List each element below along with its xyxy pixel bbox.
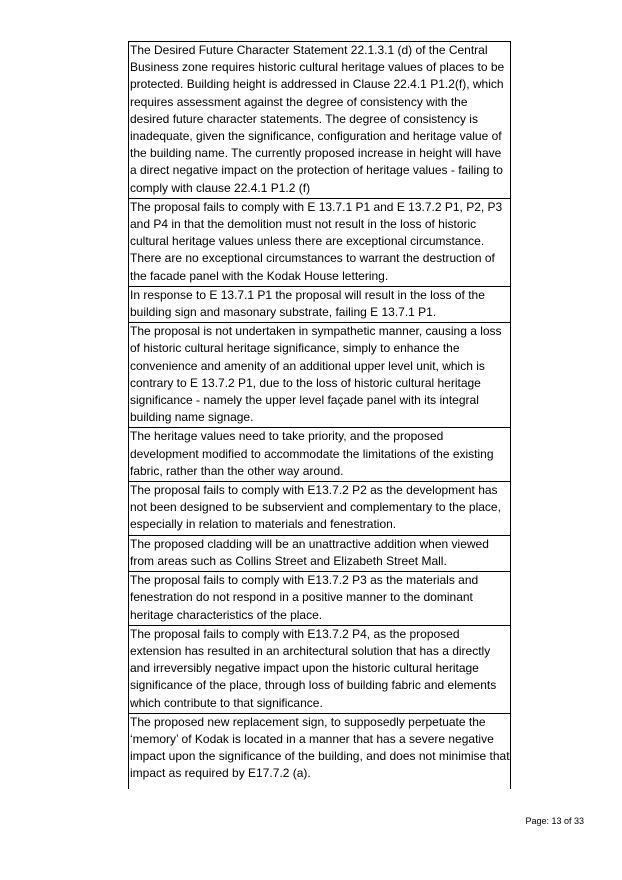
table-row: The proposed new replacement sign, to supposedly perpetuate the ‘memory’ of Kodak is located in a manner that has a severe negative impact upon the significance of the building, and does not minimise that impact as required by E17.7.2 (a). bbox=[130, 714, 510, 781]
table-row: In response to E 13.7.1 P1 the proposal will result in the loss of the building sign and masonary substrate, failing E 13.7.1 P1. bbox=[129, 287, 510, 323]
table-row: The proposal fails to comply with E13.7.2 P3 as the materials and fenestration do not respond in a positive manner to the dominant heritage characteristics of the place. bbox=[129, 572, 510, 626]
table-row: The Desired Future Character Statement 22.1.3.1 (d) of the Central Business zone requires historic cultural heritage values of places to be protected. Building height is addressed in Clause 22.4.1 P1.2(f), which requires assessment against the degree of consistency with the desired future character statements. The degree of consistency is inadequate, given the significance, configuration and heritage value of the building name. The currently proposed increase in height will have a direct negative impact on the protection of heritage values - failing to comply with clause 22.4.1 P1.2 (f) bbox=[129, 42, 510, 199]
table-row: The proposal is not undertaken in sympathetic manner, causing a loss of historic cultural heritage significance, simply to enhance the convenience and amenity of an additional upper level unit, which is contrary to E 13.7.2 P1, due to the loss of historic cultural heritage significance - namely the upper level façade panel with its integral building name signage. bbox=[129, 323, 510, 428]
page-number: Page: 13 of 33 bbox=[525, 816, 584, 826]
table-row: The heritage values need to take priority, and the proposed development modified to accommodate the limitations of the existing fabric, rather than the other way around. bbox=[129, 428, 510, 482]
table-row: The proposal fails to comply with E 13.7.1 P1 and E 13.7.2 P1, P2, P3 and P4 in that the demolition must not result in the loss of historic cultural heritage values unless there are exceptional circumstance. There are no exceptional circumstances to warrant the destruction of the facade panel with the Kodak House lettering. bbox=[129, 199, 510, 287]
table-row: The proposed cladding will be an unattractive addition when viewed from areas such as Collins Street and Elizabeth Street Mall. bbox=[129, 536, 510, 572]
submission-table bbox=[128, 41, 511, 789]
table-row: The proposal fails to comply with E13.7.2 P2 as the development has not been designed to be subservient and complementary to the place, especially in relation to materials and fenestration. bbox=[129, 482, 510, 536]
table-row: The proposal fails to comply with E13.7.2 P4, as the proposed extension has resulted in an architectural solution that has a directly and irreversibly negative impact upon the historic cultural heritage significance of the place, through loss of building fabric and elements which contribute to that significance. bbox=[129, 626, 510, 714]
